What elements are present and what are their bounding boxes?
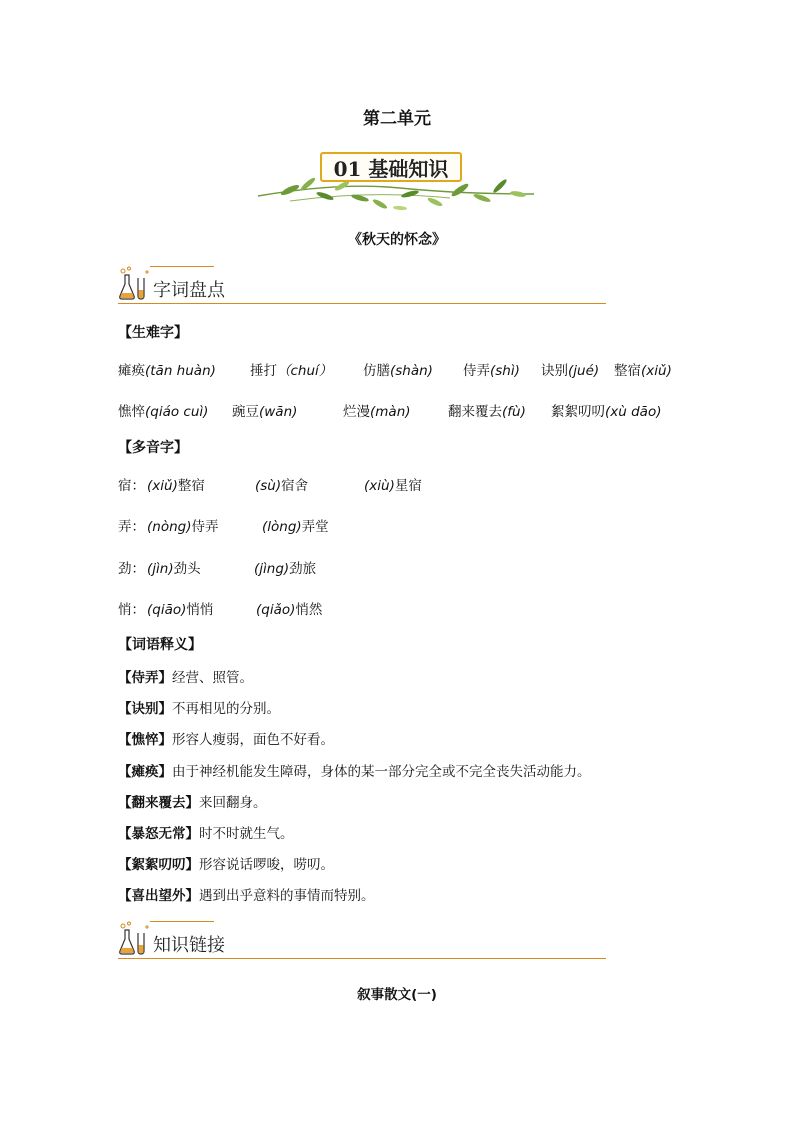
lesson-title: 《秋天的怀念》 bbox=[348, 232, 446, 248]
vocab-item: 翻来覆去(fù) bbox=[448, 404, 526, 420]
definitions-heading: 【词语释义】 bbox=[118, 637, 202, 653]
flask-icon bbox=[118, 921, 150, 957]
vocab-item: 豌豆(wān) bbox=[232, 404, 298, 420]
definition-item: 【翻来覆去】来回翻身。 bbox=[118, 795, 267, 811]
vocab-item: 整宿(xiǔ) bbox=[614, 363, 672, 379]
definition-item: 【侍弄】经营、照管。 bbox=[118, 670, 253, 686]
vocab-item: 仿膳(shàn) bbox=[363, 363, 433, 379]
unit-title: 第二单元 bbox=[363, 109, 431, 129]
vocab-item: 烂漫(màn) bbox=[343, 404, 411, 420]
vocab-item: 侍弄(shì) bbox=[463, 363, 520, 379]
section-label: 字词盘点 bbox=[153, 280, 225, 301]
definition-item: 【絮絮叨叨】形容说话啰唆，唠叨。 bbox=[118, 857, 334, 873]
vocab-item: 瘫痪(tān huàn) bbox=[118, 363, 216, 379]
definition-item: 【暴怒无常】时不时就生气。 bbox=[118, 826, 294, 842]
section-banner bbox=[250, 146, 540, 216]
definition-item: 【憔悴】形容人瘦弱，面色不好看。 bbox=[118, 732, 334, 748]
section-header-vocab bbox=[118, 266, 608, 316]
flask-icon bbox=[118, 266, 150, 302]
vocab-item: 絮絮叨叨(xù dāo) bbox=[551, 404, 662, 420]
vocab-item: 憔悴(qiáo cuì) bbox=[118, 404, 209, 420]
vocab-item: 诀别(jué) bbox=[541, 363, 600, 379]
polyphone-heading: 【多音字】 bbox=[118, 440, 188, 456]
vocab-item: 捶打（chuí） bbox=[250, 363, 333, 379]
section-label: 知识链接 bbox=[153, 935, 225, 956]
section-header-link bbox=[118, 921, 608, 971]
definition-item: 【喜出望外】遇到出乎意料的事情而特别。 bbox=[118, 888, 375, 904]
definition-item: 【瘫痪】由于神经机能发生障碍，身体的某一部分完全或不完全丧失活动能力。 bbox=[118, 764, 591, 780]
subsection-title: 叙事散文(一) bbox=[357, 987, 437, 1003]
banner-title: 01 基础知识 bbox=[320, 152, 462, 182]
rare-chars-heading: 【生难字】 bbox=[118, 325, 188, 341]
definition-item: 【诀别】不再相见的分别。 bbox=[118, 701, 280, 717]
